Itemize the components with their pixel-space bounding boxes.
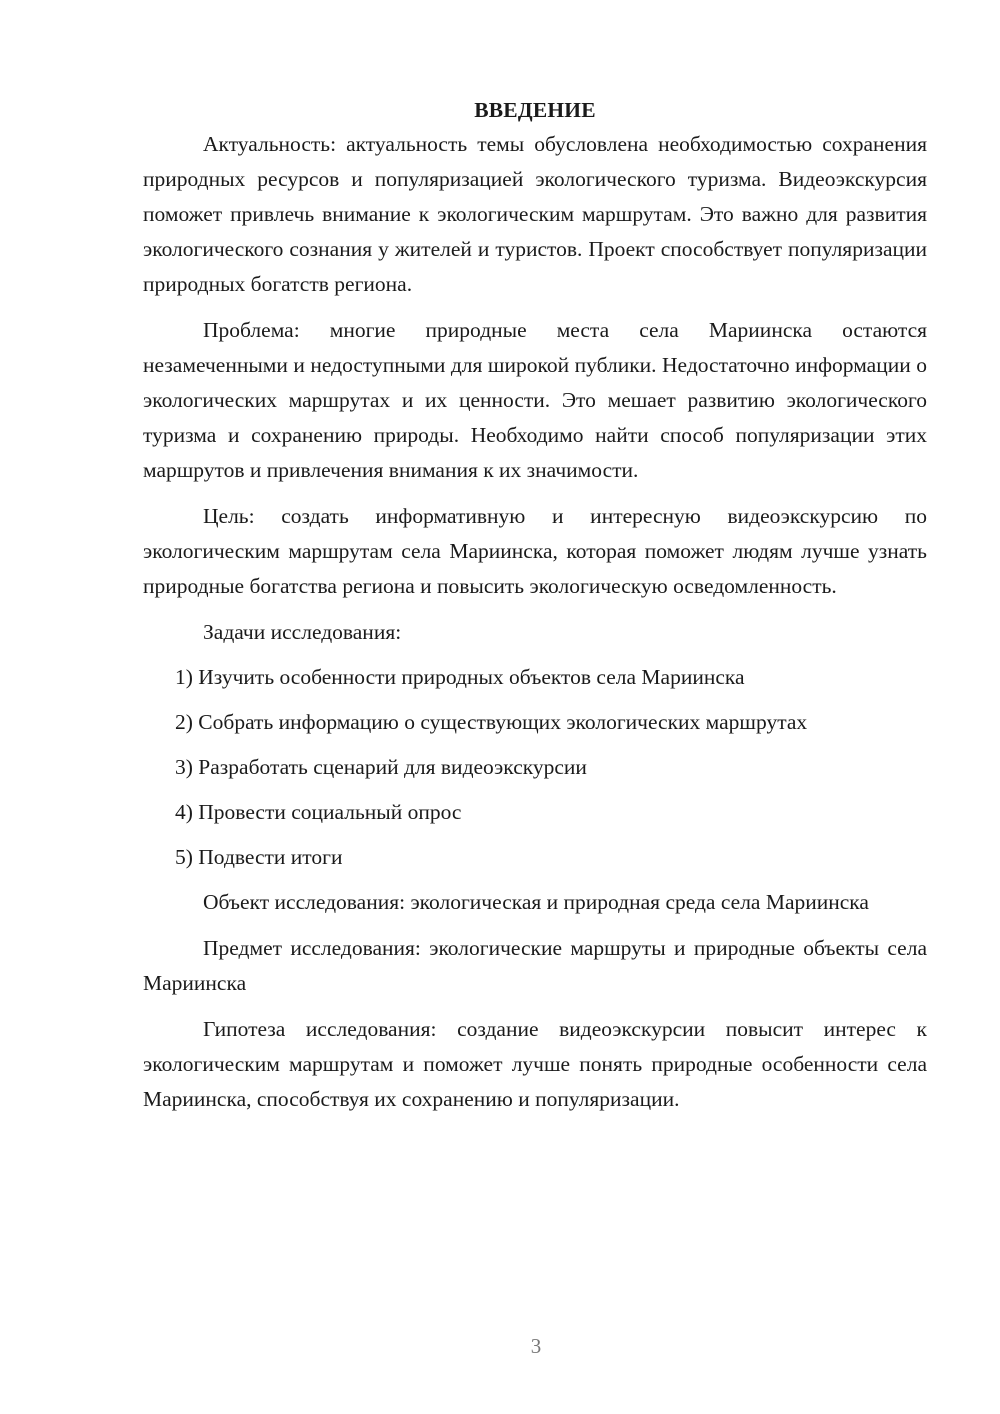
section-title: ВВЕДЕНИЕ <box>474 98 596 122</box>
problem-paragraph: Проблема: многие природные места села Мариинска остаются незамеченными и недоступными для широкой публики. Недостаточно информации о экологических маршрутах и их ценности. Это мешает развитию экологического туризма и сохранению природы. Необходимо найти способ популяризации этих маршрутов и привлечения внимания к их значимости. <box>143 318 927 482</box>
task-item: 4) Провести социальный опрос <box>175 800 462 824</box>
subject-paragraph: Предмет исследования: экологические маршруты и природные объекты села Мариинска <box>143 936 927 995</box>
task-item: 1) Изучить особенности природных объектов села Мариинска <box>175 665 745 689</box>
tasks-heading: Задачи исследования: <box>203 620 402 644</box>
task-list <box>143 660 927 875</box>
page-number: 3 <box>530 1334 542 1358</box>
task-item: 5) Подвести итоги <box>175 845 343 869</box>
goal-paragraph: Цель: создать информативную и интересную видеоэкскурсию по экологическим маршрутам села Мариинска, которая поможет людям лучше узнать природные богатства региона и повысить экологическую осведомленность. <box>143 504 927 598</box>
object-paragraph: Объект исследования: экологическая и природная среда села Мариинска <box>203 890 869 914</box>
hypothesis-paragraph: Гипотеза исследования: создание видеоэкскурсии повысит интерес к экологическим маршрутам и поможет лучше понять природные особенности села Мариинска, способствуя их сохранению и популяризации. <box>143 1017 927 1111</box>
relevance-paragraph: Актуальность: актуальность темы обусловлена необходимостью сохранения природных ресурсов и популяризацией экологического туризма. Видеоэкскурсия поможет привлечь внимание к экологическим маршрутам. Это важно для развития экологического сознания у жителей и туристов. Проект способствует популяризации природных богатств региона. <box>143 132 927 296</box>
task-item: 2) Собрать информацию о существующих экологических маршрутах <box>175 710 808 734</box>
task-item: 3) Разработать сценарий для видеоэкскурсии <box>175 755 587 779</box>
document-page <box>143 92 927 1117</box>
